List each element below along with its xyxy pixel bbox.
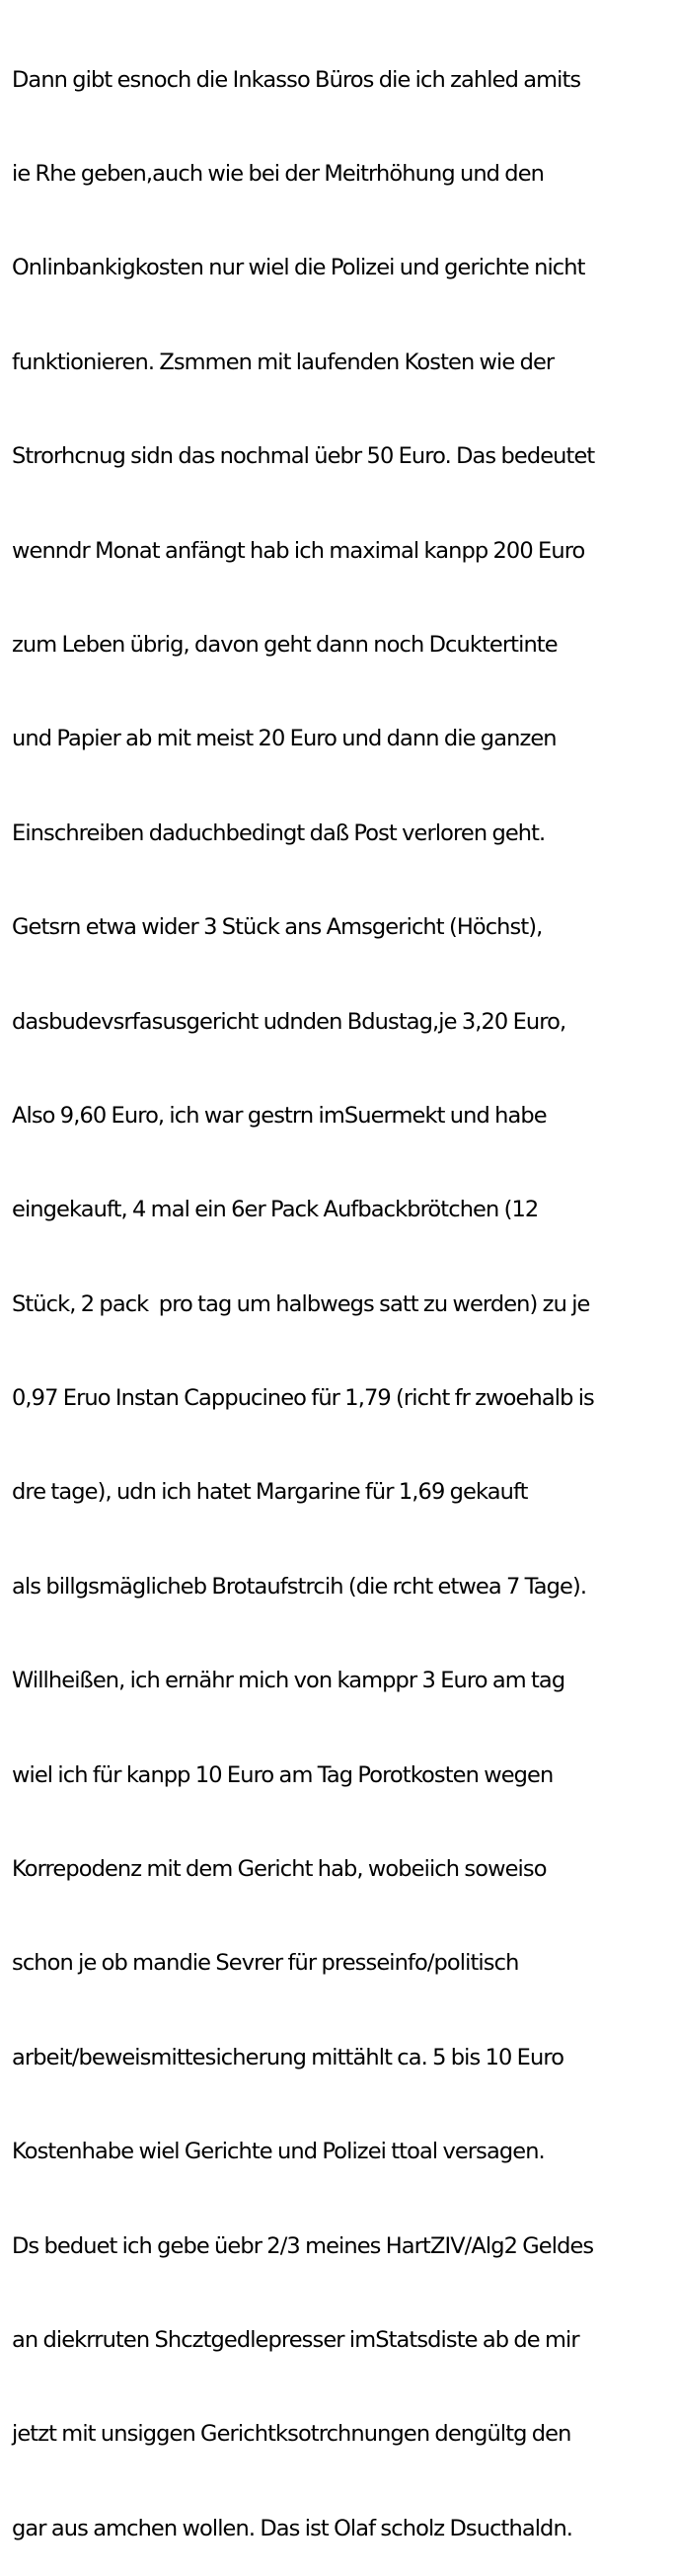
text-line: arbeit/beweismittesicherung mittählt ca. 5 bis 10 Euro <box>12 2044 564 2070</box>
text-line: Onlinbankigkosten nur wiel die Polizei und gerichte nicht <box>12 255 585 281</box>
text-line: wiel ich für kanpp 10 Euro am Tag Porotkosten wegen <box>12 1761 554 1788</box>
text-line: Getsrn etwa wider 3 Stück ans Amsgericht (Höchst), <box>12 914 543 941</box>
text-line: dre tage), udn ich hatet Margarine für 1,69 gekauft <box>12 1479 528 1506</box>
text-line: Kostenhabe wiel Gerichte und Polizei ttoal versagen. <box>12 2139 545 2165</box>
text-line: und Papier ab mit meist 20 Euro und dann die ganzen <box>12 726 557 752</box>
text-line: als billgsmäglicheb Brotaufstrcih (die rcht etwea 7 Tage). <box>12 1573 587 1600</box>
text-line: Ds beduet ich gebe üebr 2/3 meines HartZIV/Alg2 Geldes <box>12 2232 594 2259</box>
text-line: zum Leben übrig, davon geht dann noch Dcuktertinte <box>12 631 558 658</box>
text-line: Strorhcnug sidn das nochmal üebr 50 Euro. Das bedeutet <box>12 443 595 470</box>
text-line: Willheißen, ich ernähr mich von kamppr 3 Euro am tag <box>12 1668 565 1694</box>
text-line: funktionieren. Zsmmen mit laufenden Kosten wie der <box>12 349 555 375</box>
text-line: eingekauft, 4 mal ein 6er Pack Aufbackbrötchen (12 <box>12 1197 539 1223</box>
text-line: 0,97 Eruo Instan Cappucineo für 1,79 (richt fr zwoehalb is <box>12 1385 594 1412</box>
text-line: dasbudevsrfasusgericht udnden Bdustag,je 3,20 Euro, <box>12 1008 566 1035</box>
text-line: Also 9,60 Euro, ich war gestrn imSuermekt und habe <box>12 1102 547 1129</box>
text-line: Einschreiben daduchbedingt daß Post verloren geht. <box>12 820 546 846</box>
text-line: schon je ob mandie Sevrer für presseinfo/politisch <box>12 1950 519 1977</box>
text-line: Dann gibt esnoch die Inkasso Büros die ich zahled amits <box>12 66 581 93</box>
text-line: ie Rhe geben,auch wie bei der Meitrhöhung und den <box>12 160 544 187</box>
text-line: wenndr Monat anfängt hab ich maximal kanpp 200 Euro <box>12 537 585 564</box>
text-line: jetzt mit unsiggen Gerichtksotrchnungen dengültg den <box>12 2421 571 2448</box>
text-line: an diekrruten Shcztgedlepresser imStatsdiste ab de mir <box>12 2326 579 2353</box>
text-line: Korrepodenz mit dem Gericht hab, wobeiich soweiso <box>12 1856 547 1883</box>
document-text-block <box>12 2 671 2576</box>
text-line: Stück, 2 pack pro tag um halbwegs satt zu werden) zu je <box>12 1290 590 1317</box>
text-line: gar aus amchen wollen. Das ist Olaf scholz Dsucthaldn. <box>12 2515 573 2541</box>
